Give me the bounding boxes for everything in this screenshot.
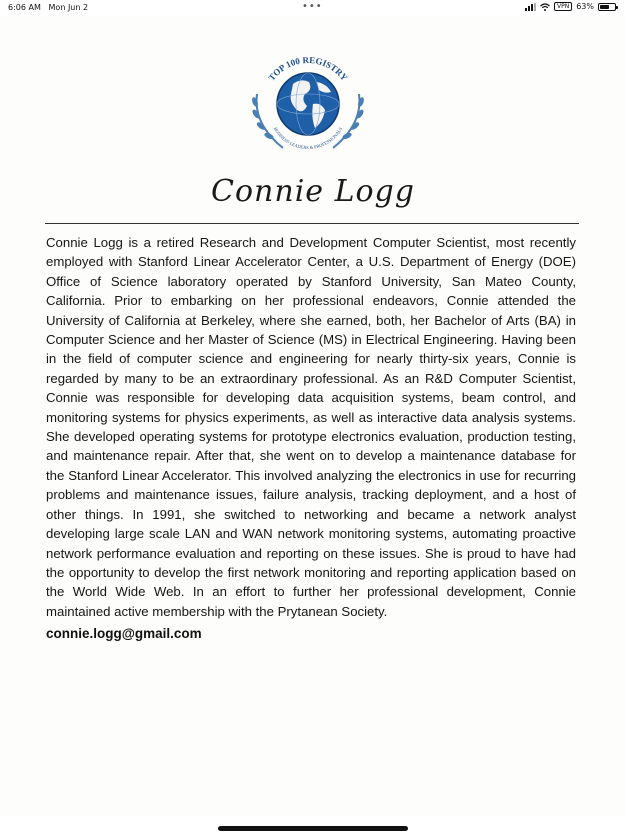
status-time-text: 6:06 AM <box>8 3 41 12</box>
signal-icon <box>525 3 536 11</box>
logo-bottom-text: BUSINESS LEADERS & PROFESSIONALS <box>272 126 344 151</box>
logo-top-text: TOP 100 REGISTRY <box>266 54 350 83</box>
multitasking-dots-icon[interactable]: ••• <box>302 1 323 12</box>
status-indicators <box>525 2 616 11</box>
status-bar <box>0 0 626 16</box>
signature-name: Connie Logg <box>211 174 415 209</box>
email-address[interactable]: connie.logg@gmail.com <box>46 626 202 641</box>
document-page <box>0 16 626 816</box>
wifi-icon <box>540 3 550 11</box>
battery-icon <box>598 3 616 11</box>
vpn-badge: VPN <box>554 2 572 11</box>
name-divider <box>45 223 579 224</box>
biography-paragraph: Connie Logg is a retired Research and Development Computer Scientist, most recently employed with Stanford Linear Accelerator Center, a U.S. Department of Energy (DOE) Office of Science laboratory operated by Stanford University, San Mateo County, California. Prior to embarking on her professional endeavors, Connie attended the University of California at Berkeley, where she earned, both, her Bachelor of Arts (BA) in Computer Science and her Master of Science (MS) in Electrical Engineering. Having been in the field of computer science and engineering for nearly thirty-six years, Connie is regarded by many to be an extraordinary professional. As an R&D Computer Scientist, Connie was responsible for developing data acquisition systems, beam control, and monitoring systems for physics experiments, as well as interactive data analysis systems. She developed operating systems for prototype electronics evaluation, production testing, and maintenance repair. After that, she went on to develop a maintenance database for the Stanford Linear Accelerator. This involved analyzing the electronics in use for recurring problems and maintenance issues, failure analysis, tracking deployment, and a host of other things. In 1991, she switched to networking and became a network analyst developing large scale LAN and WAN network monitoring systems, automating proactive network performance evaluation and reporting on these issues. She is proud to have had the opportunity to develop the first network monitoring and reporting application based on the World Wide Web. In an effort to further her professional development, Connie maintained active membership with the Prytanean Society. <box>46 235 576 619</box>
status-date-text: Mon Jun 2 <box>48 3 89 12</box>
top-100-registry-logo <box>243 44 373 162</box>
home-indicator[interactable] <box>218 826 408 831</box>
battery-percent: 63% <box>576 2 594 11</box>
status-time <box>8 3 88 12</box>
globe-icon <box>277 73 339 135</box>
